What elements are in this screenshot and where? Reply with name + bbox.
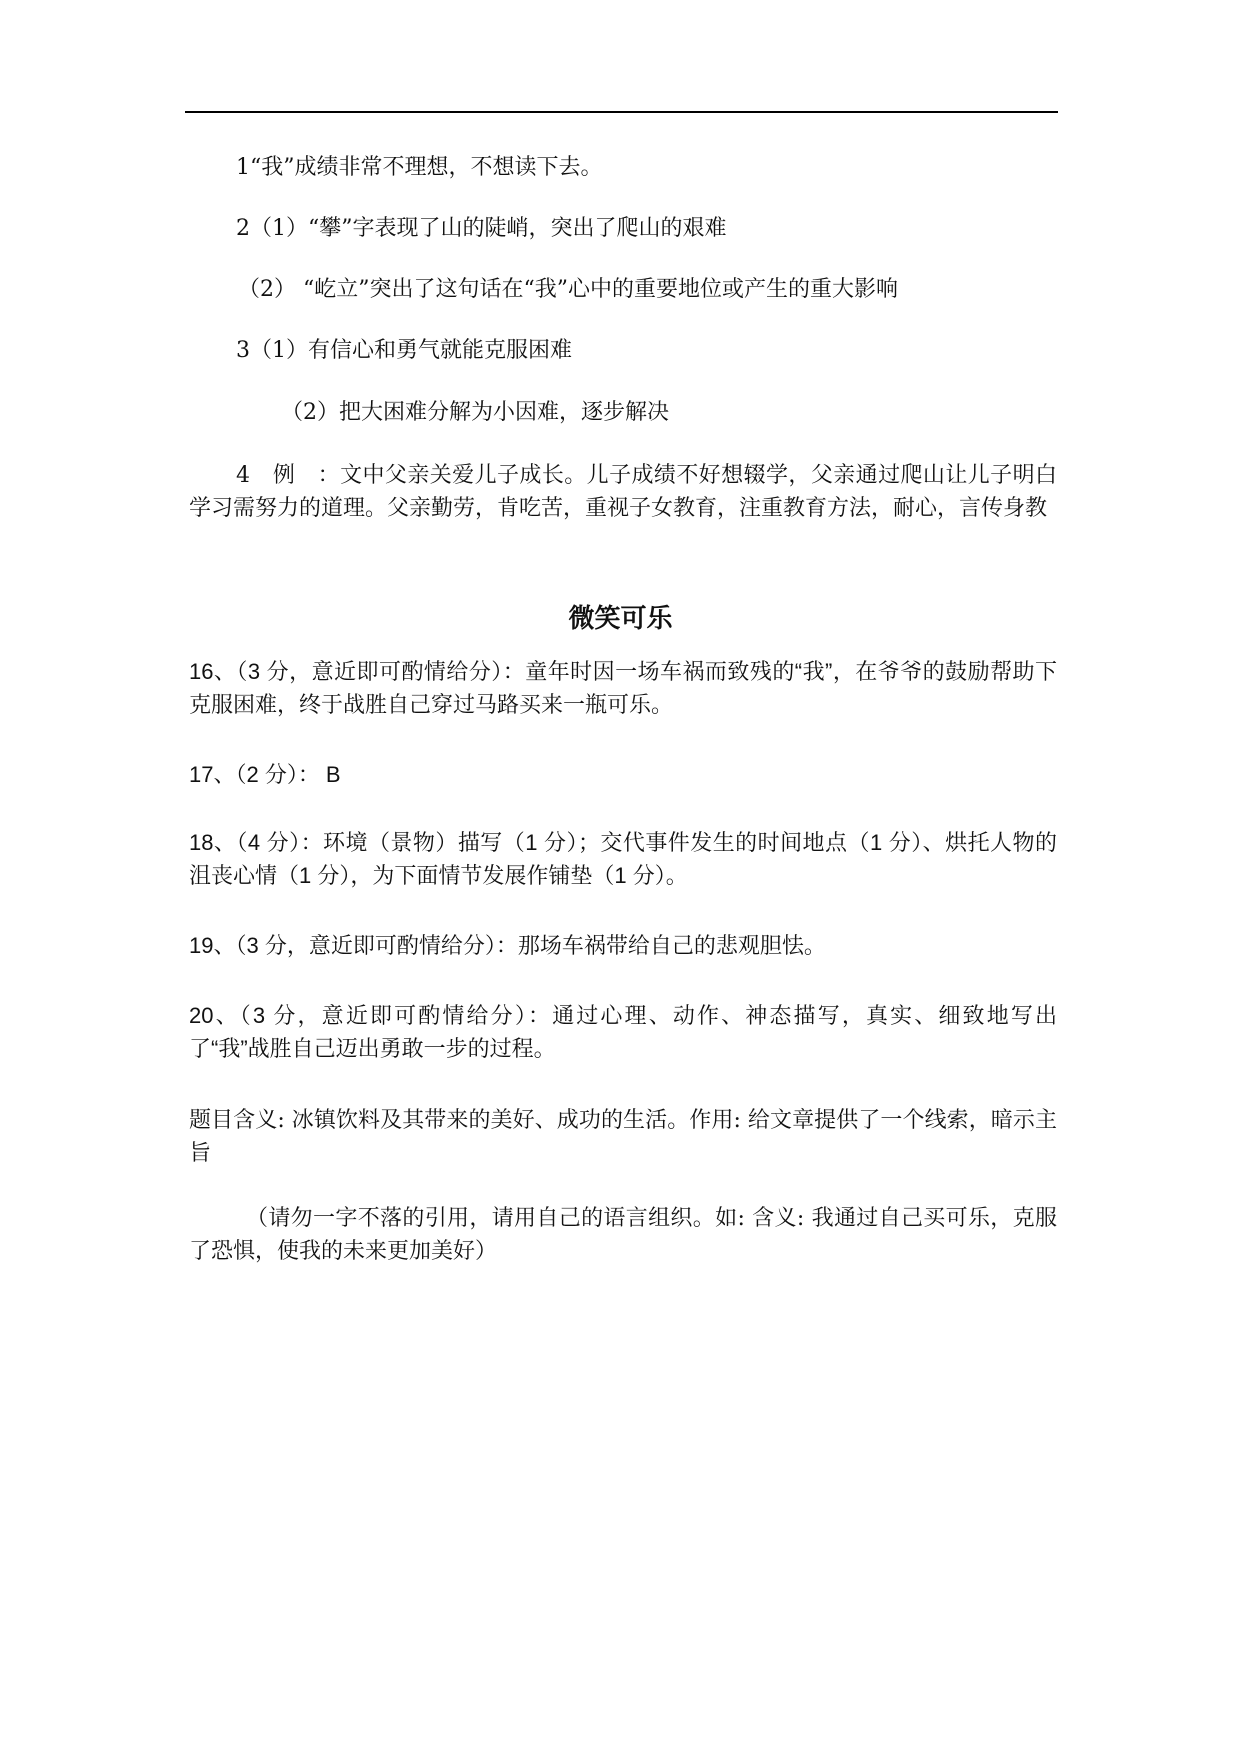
answer-3-1: 3（1）有信心和勇气就能克服困难	[236, 338, 572, 363]
header-rule	[185, 111, 1058, 113]
question-16-answer: 16、（3 分，意近即可酌情给分）：童年时因一场车祸而致残的“我”，在爷爷的鼓励帮助下克服困难，终于战胜自己穿过马路买来一瓶可乐。	[189, 659, 1057, 717]
answer-2-1: 2（1）“攀”字表现了山的陡峭，突出了爬山的艰难	[236, 216, 727, 241]
answer-note: （请勿一字不落的引用，请用自己的语言组织。如: 含义: 我通过自己买可乐，克服了恐惧，使我的未来更加美好）	[189, 1206, 1057, 1264]
answer-1: 1“我”成绩非常不理想，不想读下去。	[236, 155, 603, 180]
title-meaning: 题目含义: 冰镇饮料及其带来的美好、成功的生活。作用: 给文章提供了一个线索，暗示主旨	[189, 1108, 1057, 1166]
question-17-answer: 17、（2 分）： B	[189, 762, 341, 787]
question-18-answer: 18、（4 分）：环境（景物）描写（1 分）；交代事件发生的时间地点（1 分）、烘托人物的沮丧心情（1 分），为下面情节发展作铺垫（1 分）。	[189, 830, 1057, 888]
question-19-answer: 19、（3 分，意近即可酌情给分）：那场车祸带给自己的悲观胆怯。	[189, 933, 826, 958]
answer-4: 4 例 ：文中父亲关爱儿子成长。儿子成绩不好想辍学，父亲通过爬山让儿子明白学习需努力的道理。父亲勤劳，肯吃苦，重视子女教育，注重教育方法，耐心，言传身教	[189, 463, 1057, 521]
answer-3-2: （2）把大困难分解为小因难，逐步解决	[281, 400, 669, 425]
section-title: 微笑可乐	[568, 604, 673, 634]
answer-2-2: （2） “屹立”突出了这句话在“我”心中的重要地位或产生的重大影响	[238, 277, 898, 302]
question-20-answer: 20、（3 分，意近即可酌情给分）：通过心理、动作、神态描写，真实、细致地写出了“我”战胜自己迈出勇敢一步的过程。	[189, 1003, 1057, 1061]
